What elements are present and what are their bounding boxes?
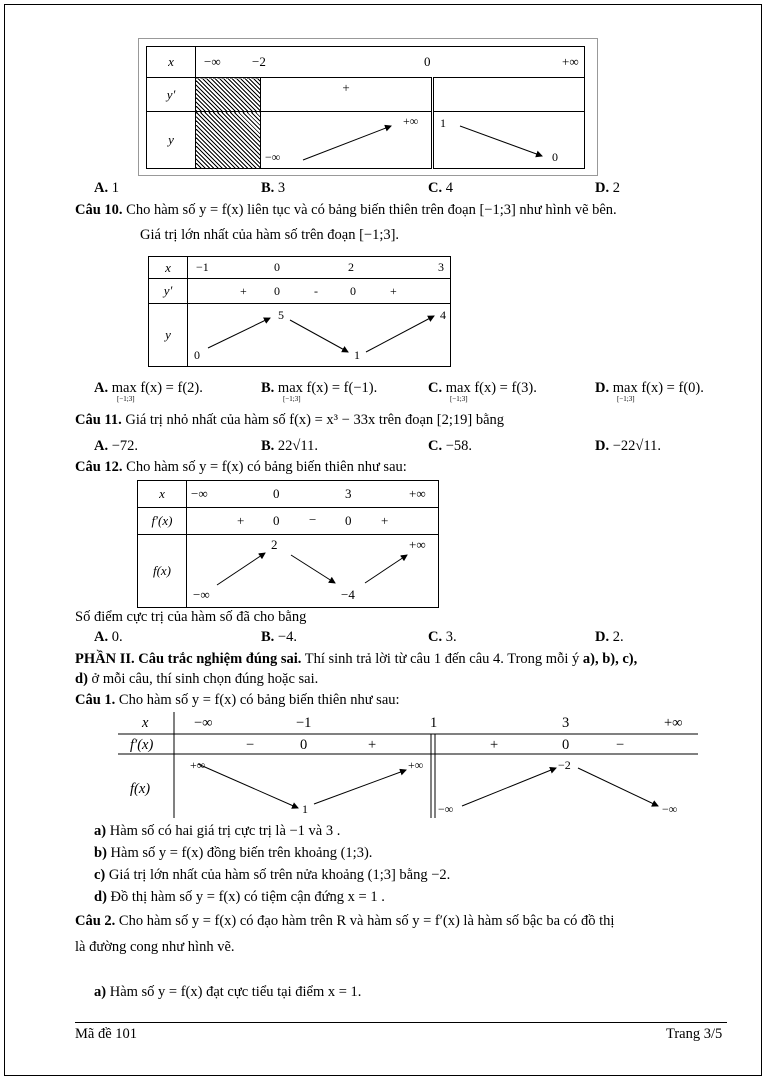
p2q1-x-val: 3 xyxy=(562,715,570,731)
q12-fp-val: 0 xyxy=(345,513,352,528)
p2q1-f-val: −∞ xyxy=(662,802,678,816)
p2q1-fp-val: 0 xyxy=(562,737,570,753)
p2q1-fp-label: f′(x) xyxy=(130,737,154,753)
q10-x-val: −1 xyxy=(196,260,209,274)
q10-x-val: 2 xyxy=(348,260,354,274)
q10-stem-line2: Giá trị lớn nhất của hàm số trên đoạn [−1;3]. xyxy=(140,227,400,243)
q10-arrows xyxy=(188,304,452,366)
q9-increase-arrow xyxy=(261,112,431,168)
q10-yp-val: 0 xyxy=(350,284,356,298)
q12-option-c[interactable]: C. 3. xyxy=(428,629,457,645)
q12-x-val: +∞ xyxy=(409,486,426,501)
q12-fp-val: − xyxy=(309,512,317,527)
q9-option-c[interactable]: C. 4 xyxy=(428,180,453,196)
q12-option-b[interactable]: B. −4. xyxy=(261,629,297,645)
p2q1-fp-val: + xyxy=(490,737,499,753)
q10-option-b[interactable]: B. max f(x) = f(−1). xyxy=(261,380,378,396)
q12-fp-val: + xyxy=(381,513,389,528)
q12-f-val: +∞ xyxy=(409,537,426,552)
footer-exam-code: Mã đề 101 xyxy=(75,1026,138,1042)
q10-option-c[interactable]: C. max f(x) = f(3). xyxy=(428,380,537,396)
q10-y-val: 5 xyxy=(278,308,284,322)
q10-stem-line1: Câu 10. Cho hàm số y = f(x) liên tục và có bảng biến thiên trên đoạn [−1;3] như hình vẽ bên. xyxy=(75,202,617,218)
q10-y-label: y xyxy=(149,304,188,367)
q9-x-val: +∞ xyxy=(562,54,579,69)
q12-fp-val: + xyxy=(237,513,245,528)
p2q1-stem: Câu 1. Cho hàm số y = f(x) có bảng biến thiên như sau: xyxy=(75,692,400,708)
q9-y-val: 1 xyxy=(440,116,446,130)
p2q1-fp-val: + xyxy=(368,737,377,753)
p2q2-stem-line2: là đường cong như hình vẽ. xyxy=(75,939,235,955)
q9-y-val: 0 xyxy=(552,150,558,164)
q10-variation-table xyxy=(148,256,451,367)
q12-f-label: f(x) xyxy=(138,535,187,608)
p2q1-f-label: f(x) xyxy=(130,781,151,797)
q11-option-b[interactable]: B. 22√11. xyxy=(261,438,318,454)
q10-option-a[interactable]: A. max f(x) = f(2). xyxy=(94,380,203,396)
q10-yp-label: y′ xyxy=(149,279,188,304)
q10-interval-sub: [−1;3] xyxy=(450,395,468,403)
q10-x-label: x xyxy=(149,257,188,279)
p2q1-x-val: 1 xyxy=(430,715,438,731)
p2q1-item-b[interactable]: b) Hàm số y = f(x) đồng biến trên khoảng (1;3). xyxy=(94,845,373,861)
q12-x-val: 0 xyxy=(273,486,280,501)
p2q1-x-val: −1 xyxy=(296,715,312,731)
p2q1-fp-val: 0 xyxy=(300,737,308,753)
q10-y-val: 4 xyxy=(440,308,446,322)
p2q1-item-a[interactable]: a) Hàm số có hai giá trị cực trị là −1 và 3 . xyxy=(94,823,341,839)
q10-x-val: 0 xyxy=(274,260,280,274)
p2q1-x-val: −∞ xyxy=(194,715,213,731)
q10-yp-val: 0 xyxy=(274,284,280,298)
q12-option-a[interactable]: A. 0. xyxy=(94,629,123,645)
q10-yp-val: + xyxy=(240,284,247,298)
p2q1-f-val: +∞ xyxy=(190,758,206,772)
q9-x-val: 0 xyxy=(424,54,431,69)
q11-option-d[interactable]: D. −22√11. xyxy=(595,438,661,454)
q9-x-val: −2 xyxy=(252,54,266,69)
q10-option-d[interactable]: D. max f(x) = f(0). xyxy=(595,380,704,396)
q9-option-d[interactable]: D. 2 xyxy=(595,180,620,196)
q9-variation-table xyxy=(146,46,585,169)
q12-f-val: −∞ xyxy=(193,587,210,602)
footer-page-number: Trang 3/5 xyxy=(666,1026,723,1042)
q9-x-label: x xyxy=(147,47,196,78)
q12-question: Số điểm cực trị của hàm số đã cho bằng xyxy=(75,609,307,625)
q12-x-val: 3 xyxy=(345,486,352,501)
q12-stem: Câu 12. Cho hàm số y = f(x) có bảng biến thiên như sau: xyxy=(75,459,407,475)
q10-y-val: 1 xyxy=(354,348,360,362)
q9-y-val: +∞ xyxy=(403,114,419,128)
q12-fp-label: f′(x) xyxy=(138,508,187,535)
p2q1-item-d[interactable]: d) Đồ thị hàm số y = f(x) có tiệm cận đứng x = 1 . xyxy=(94,889,385,905)
q9-hatched-region xyxy=(196,78,261,112)
p2q1-fp-val: − xyxy=(246,737,255,753)
footer-divider xyxy=(75,1022,727,1023)
q9-decrease-arrow xyxy=(434,112,584,168)
q10-y-val: 0 xyxy=(194,348,200,362)
q12-f-val: −4 xyxy=(341,587,355,602)
part2-heading: PHẦN II. Câu trắc nghiệm đúng sai. Thí sinh trả lời từ câu 1 đến câu 4. Trong mỗi ý a), b), c), xyxy=(75,651,638,667)
q10-interval-sub: [−1;3] xyxy=(117,395,135,403)
q9-option-b[interactable]: B. 3 xyxy=(261,180,286,196)
p2q1-variation-table xyxy=(118,712,698,818)
p2q1-x-val: +∞ xyxy=(664,715,683,731)
q9-yp-label: y′ xyxy=(147,78,196,112)
q12-f-val: 2 xyxy=(271,537,278,552)
q10-yp-val: + xyxy=(390,284,397,298)
q9-option-a[interactable]: A. 1 xyxy=(94,180,119,196)
p2q1-f-val: −2 xyxy=(558,758,571,772)
q12-arrows xyxy=(187,535,439,607)
p2q1-f-val: +∞ xyxy=(408,758,424,772)
q10-x-val: 3 xyxy=(438,260,444,274)
q11-stem: Câu 11. Giá trị nhỏ nhất của hàm số f(x) = x³ − 33x trên đoạn [2;19] bằng xyxy=(75,412,505,428)
q9-y-label: y xyxy=(147,112,196,169)
q9-x-val: −∞ xyxy=(204,54,221,69)
q9-yp-sign: + xyxy=(342,80,350,95)
q12-option-d[interactable]: D. 2. xyxy=(595,629,624,645)
q11-option-c[interactable]: C. −58. xyxy=(428,438,473,454)
q12-variation-table xyxy=(137,480,439,608)
q11-option-a[interactable]: A. −72. xyxy=(94,438,139,454)
p2q1-item-c[interactable]: c) Giá trị lớn nhất của hàm số trên nửa khoảng (1;3] bằng −2. xyxy=(94,867,451,883)
p2q1-x-label: x xyxy=(142,715,149,731)
p2q1-fp-val: − xyxy=(616,737,625,753)
q10-interval-sub: [−1;3] xyxy=(617,395,635,403)
q9-y-val: −∞ xyxy=(265,150,281,164)
q12-fp-val: 0 xyxy=(273,513,280,528)
q10-yp-val: - xyxy=(314,284,318,298)
p2q1-f-val: −∞ xyxy=(438,802,454,816)
part2-intro: d) ở mỗi câu, thí sinh chọn đúng hoặc sai. xyxy=(75,671,319,687)
p2q2-item-a[interactable]: a) Hàm số y = f(x) đạt cực tiểu tại điểm x = 1. xyxy=(94,984,362,1000)
q12-x-val: −∞ xyxy=(191,486,208,501)
q10-interval-sub: [−1;3] xyxy=(283,395,301,403)
p2q2-stem-line1: Câu 2. Cho hàm số y = f(x) có đạo hàm trên R và hàm số y = f′(x) là hàm số bậc ba có đồ thị xyxy=(75,913,615,929)
p2q1-f-val: 1 xyxy=(302,802,308,816)
q12-x-label: x xyxy=(138,481,187,508)
